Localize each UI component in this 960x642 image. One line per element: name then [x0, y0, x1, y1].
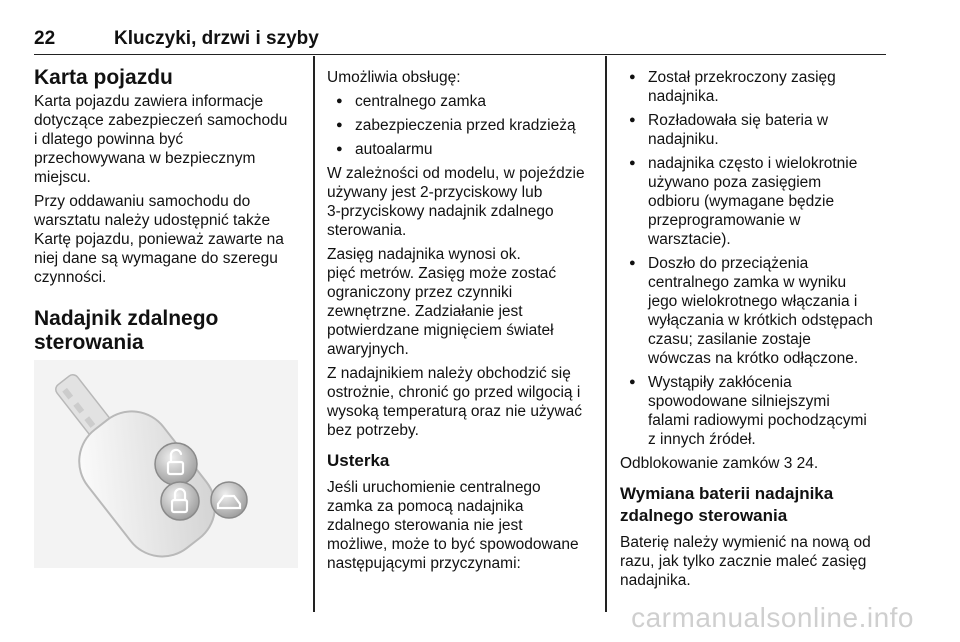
page-header: [34, 26, 886, 55]
column-3: [620, 68, 892, 595]
paragraph: Z nadajnikiem należy obchodzić się ostrożnie, chronić go przed wilgocią i wysoką temperaturą oraz nie używać bez potrzeby.: [327, 365, 583, 439]
paragraph: Przy oddawaniu samochodu do warsztatu należy udostępnić także Kartę pojazdu, ponieważ zawarte na niej dane są wymagane do szeregu czynności.: [34, 193, 284, 286]
column-divider: [313, 56, 315, 612]
column-2: [327, 68, 599, 578]
paragraph: Baterię należy wymienić na nową od razu, jak tylko zacznie maleć zasięg nadajnika.: [620, 534, 871, 589]
paragraph: W zależności od modelu, w pojeździe używany jest 2-przyciskowy lub 3-przyciskowy nadajnik zdalnego sterowania.: [327, 165, 585, 239]
list-item: ● centralnego zamka: [327, 92, 599, 111]
list-item: ● nadajnika często i wielokrotnie używano poza zasięgiem odbioru (wymagane będzie przeprogramowanie w warsztacie).: [620, 154, 892, 249]
paragraph: Jeśli uruchomienie centralnego zamka za pomocą nadajnika zdalnego sterowania nie jest możliwe, może to być spowodowane następującymi przyczynami:: [327, 479, 579, 572]
key-fob-icon: [34, 360, 298, 568]
list-item: ● Rozładowała się bateria w nadajniku.: [620, 111, 892, 149]
column-1: [34, 66, 306, 357]
paragraph: Karta pojazdu zawiera informacje dotyczące zabezpieczeń samochodu i dlatego powinna być przechowywana w bezpiecznym miejscu.: [34, 93, 288, 186]
causes-list: [620, 68, 892, 449]
list-item: ● Doszło do przeciążenia centralnego zamka w wyniku jego wielokrotnego włączania i wyłączania w krótkich odstępach czasu; zasilanie zostaje wówczas na krótko odłączone.: [620, 254, 892, 368]
heading-usterka: Usterka: [327, 451, 390, 470]
watermark: carmanualsonline.info: [631, 602, 914, 633]
key-fob-illustration: [34, 360, 298, 568]
paragraph: Umożliwia obsługę:: [327, 69, 461, 86]
heading-karta-pojazdu: Karta pojazdu: [34, 66, 173, 89]
list-item: ● autoalarmu: [327, 140, 599, 159]
functions-list: [327, 92, 599, 159]
page-number: 22: [34, 28, 56, 49]
page-title: Kluczyki, drzwi i szyby: [114, 28, 319, 49]
list-item: ● Został przekroczony zasięg nadajnika.: [620, 68, 892, 106]
heading-nadajnik: Nadajnik zdalnego sterowania: [34, 307, 219, 354]
column-divider: [605, 56, 607, 612]
paragraph: Zasięg nadajnika wynosi ok. pięć metrów. Zasięg może zostać ograniczony przez czynniki zewnętrzne. Zadziałanie jest potwierdzane mignięciem świateł awaryjnych.: [327, 246, 557, 358]
cross-reference: Odblokowanie zamków 3 24.: [620, 455, 819, 472]
list-item: ● Wystąpiły zakłócenia spowodowane silniejszymi falami radiowymi pochodzącymi z innych źródeł.: [620, 373, 892, 449]
heading-wymiana-baterii: Wymiana baterii nadajnika zdalnego sterowania: [620, 484, 834, 525]
list-item: ● zabezpieczenia przed kradzieżą: [327, 116, 599, 135]
